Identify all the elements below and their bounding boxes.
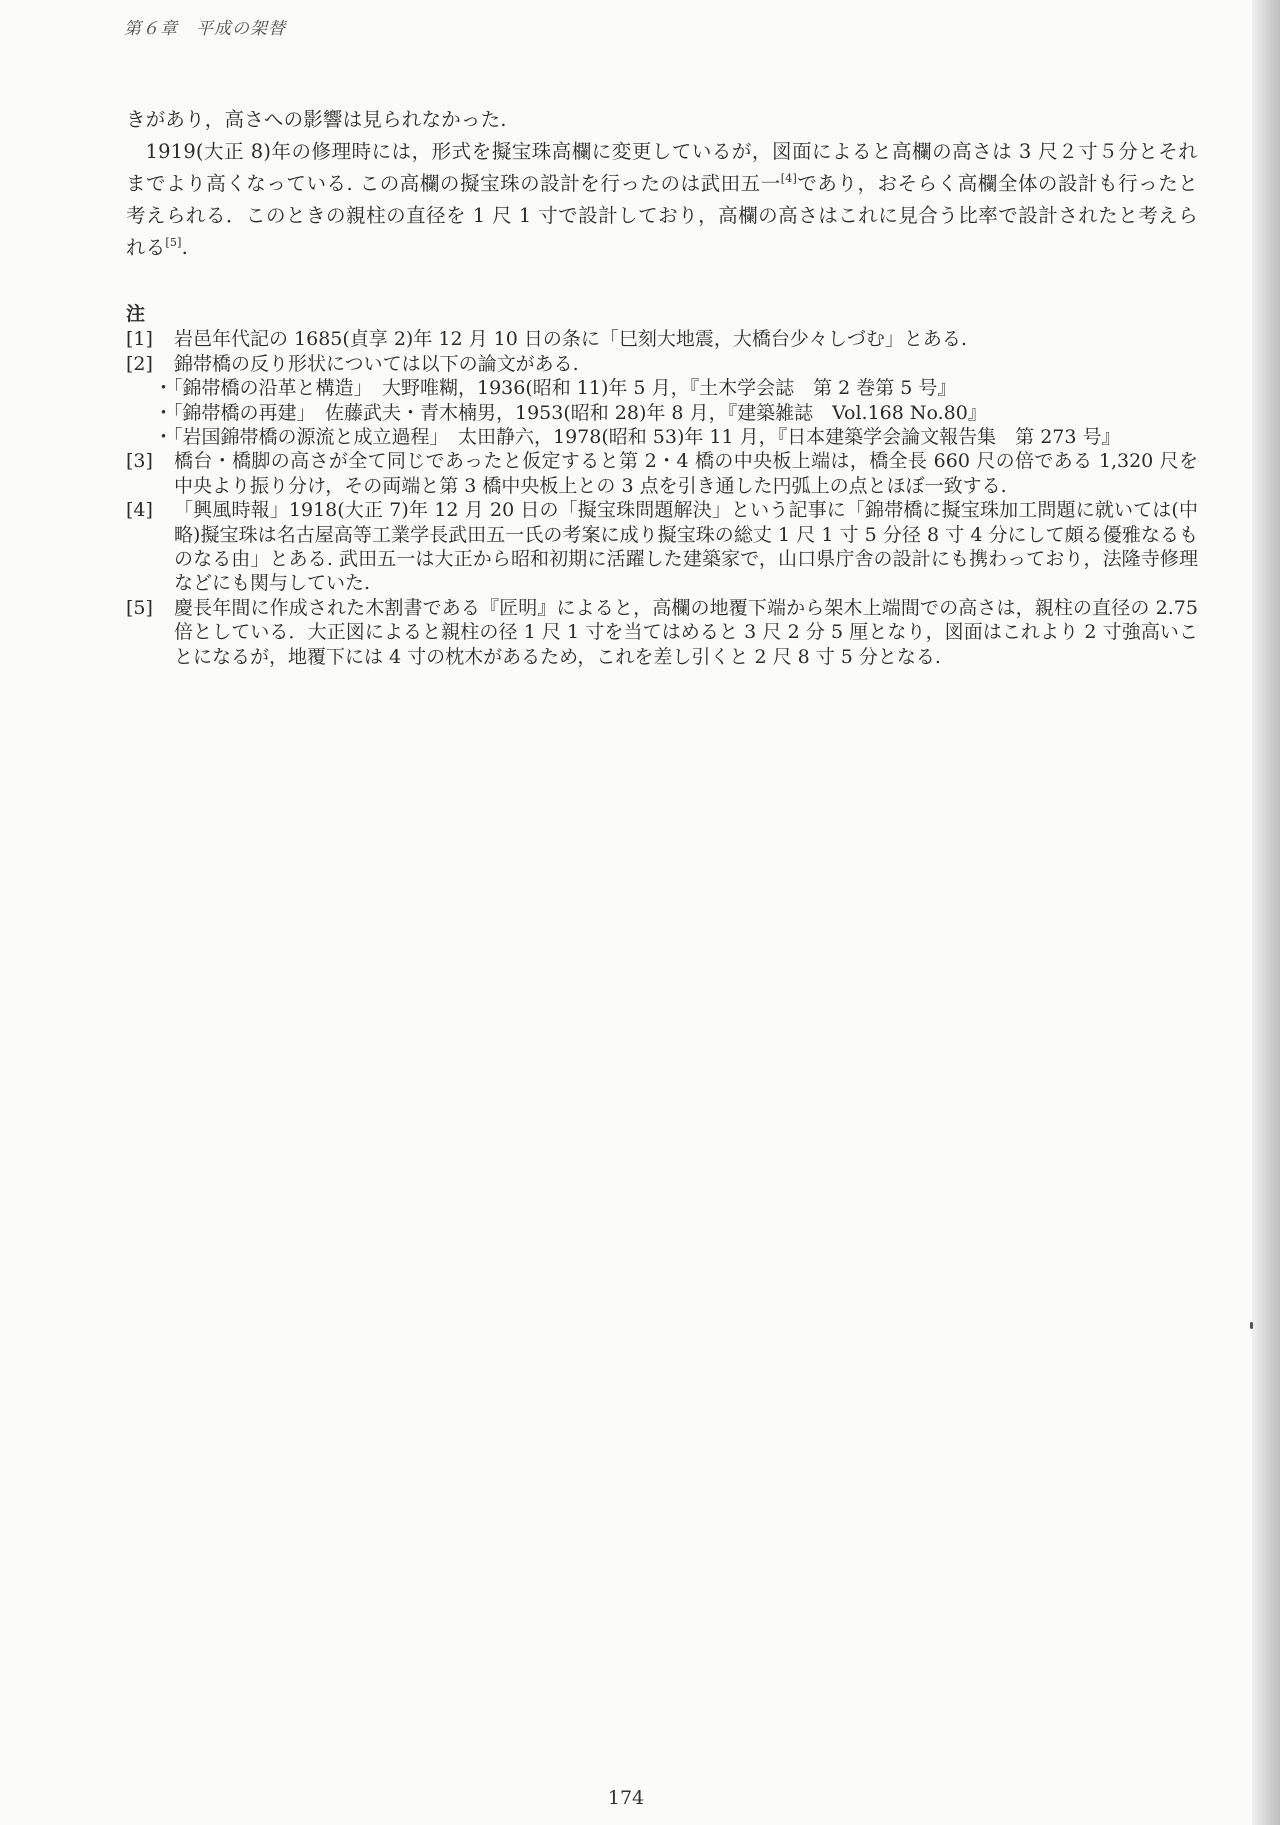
note-text: 「興風時報」1918(大正 7)年 12 月 20 日の「擬宝珠問題解決」という記事に「錦帯橋に擬宝珠加工問題に就いては(中略)擬宝珠は名古屋高等工業学長武田五一氏の考案に成り擬宝珠の総丈 1 尺 1 寸 5 分径 8 寸 4 分にして頗る優雅なるものなる由」とある. 武田五一は大正から昭和初期に活躍した建築家で，山口県庁舎の設計にも携わっており，法隆寺修理などにも関与していた.	[174, 499, 1198, 595]
note-item	[126, 327, 1198, 351]
note-number: [1]	[126, 328, 153, 351]
page-number: 174	[607, 1787, 645, 1809]
body-text	[126, 104, 1198, 264]
note-item	[126, 596, 1198, 669]
paragraph-text: 1919(大正 8)年の修理時には，形式を擬宝珠高欄に変更しているが，図面によると高欄の高さは 3 尺２寸５分とそれまでより高くなっている. この高欄の擬宝珠の設計を行ったのは武田五一	[126, 140, 1198, 195]
citation-5: [5]	[165, 236, 182, 249]
note-number: [5]	[126, 596, 153, 619]
note-number: [4]	[126, 499, 153, 522]
paragraph-text: であり，おそらく高欄全体の設計も行ったと考えられる．このときの親柱の直径を 1 尺 1 寸で設計しており，高欄の高さはこれに見合う比率で設計されたと考えられる	[126, 172, 1198, 259]
running-head: 第６章 平成の架替	[124, 19, 286, 39]
notes-section	[126, 302, 1198, 669]
notes-heading: 注	[126, 303, 146, 325]
page-edge-shadow	[1252, 0, 1280, 1825]
note-item	[126, 449, 1198, 498]
note-text: 岩邑年代記の 1685(貞享 2)年 12 月 10 日の条に「巳刻大地震，大橋台少々しづむ」とある.	[174, 328, 967, 351]
reference-item: ・「錦帯橋の再建」 佐藤武夫・青木楠男，1953(昭和 28)年 8 月，『建築雑誌 Vol.168 No.80』	[154, 401, 987, 424]
note-item	[126, 352, 1198, 376]
paragraph-text: .	[181, 236, 188, 259]
citation-4: [4]	[780, 172, 797, 185]
note-number: [2]	[126, 352, 153, 375]
reference-item: ・「錦帯橋の沿革と構造」 大野唯糊，1936(昭和 11)年 5 月，『土木学会誌 第 2 巻第 5 号』	[154, 377, 957, 400]
scan-speck	[1250, 1322, 1253, 1329]
note-text: 橋台・橋脚の高さが全て同じであったと仮定すると第 2・4 橋の中央板上端は，橋全長 660 尺の倍である 1,320 尺を中央より振り分け，その両端と第 3 橋中央板上との 3 点を引き通した円弧上の点とほぼ一致する.	[174, 450, 1198, 497]
reference-item: ・「岩国錦帯橋の源流と成立過程」 太田静六，1978(昭和 53)年 11 月，『日本建築学会論文報告集 第 273 号』	[154, 426, 1121, 449]
note-text: 錦帯橋の反り形状については以下の論文がある.	[174, 352, 579, 375]
paragraph: きがあり，高さへの影響は見られなかった.	[126, 108, 507, 131]
paragraph	[126, 136, 1198, 264]
note-item	[126, 498, 1198, 596]
note-number: [3]	[126, 450, 153, 473]
note-text: 慶長年間に作成された木割書である『匠明』によると，高欄の地覆下端から架木上端間での高さは，親柱の直径の 2.75 倍としている．大正図によると親柱の径 1 尺 1 寸を当てはめると 3 尺 2 分 5 厘となり，図面はこれより 2 寸強高いことになるが，地覆下には 4 寸の枕木があるため，これを差し引くと 2 尺 8 寸 5 分となる.	[174, 596, 1198, 668]
